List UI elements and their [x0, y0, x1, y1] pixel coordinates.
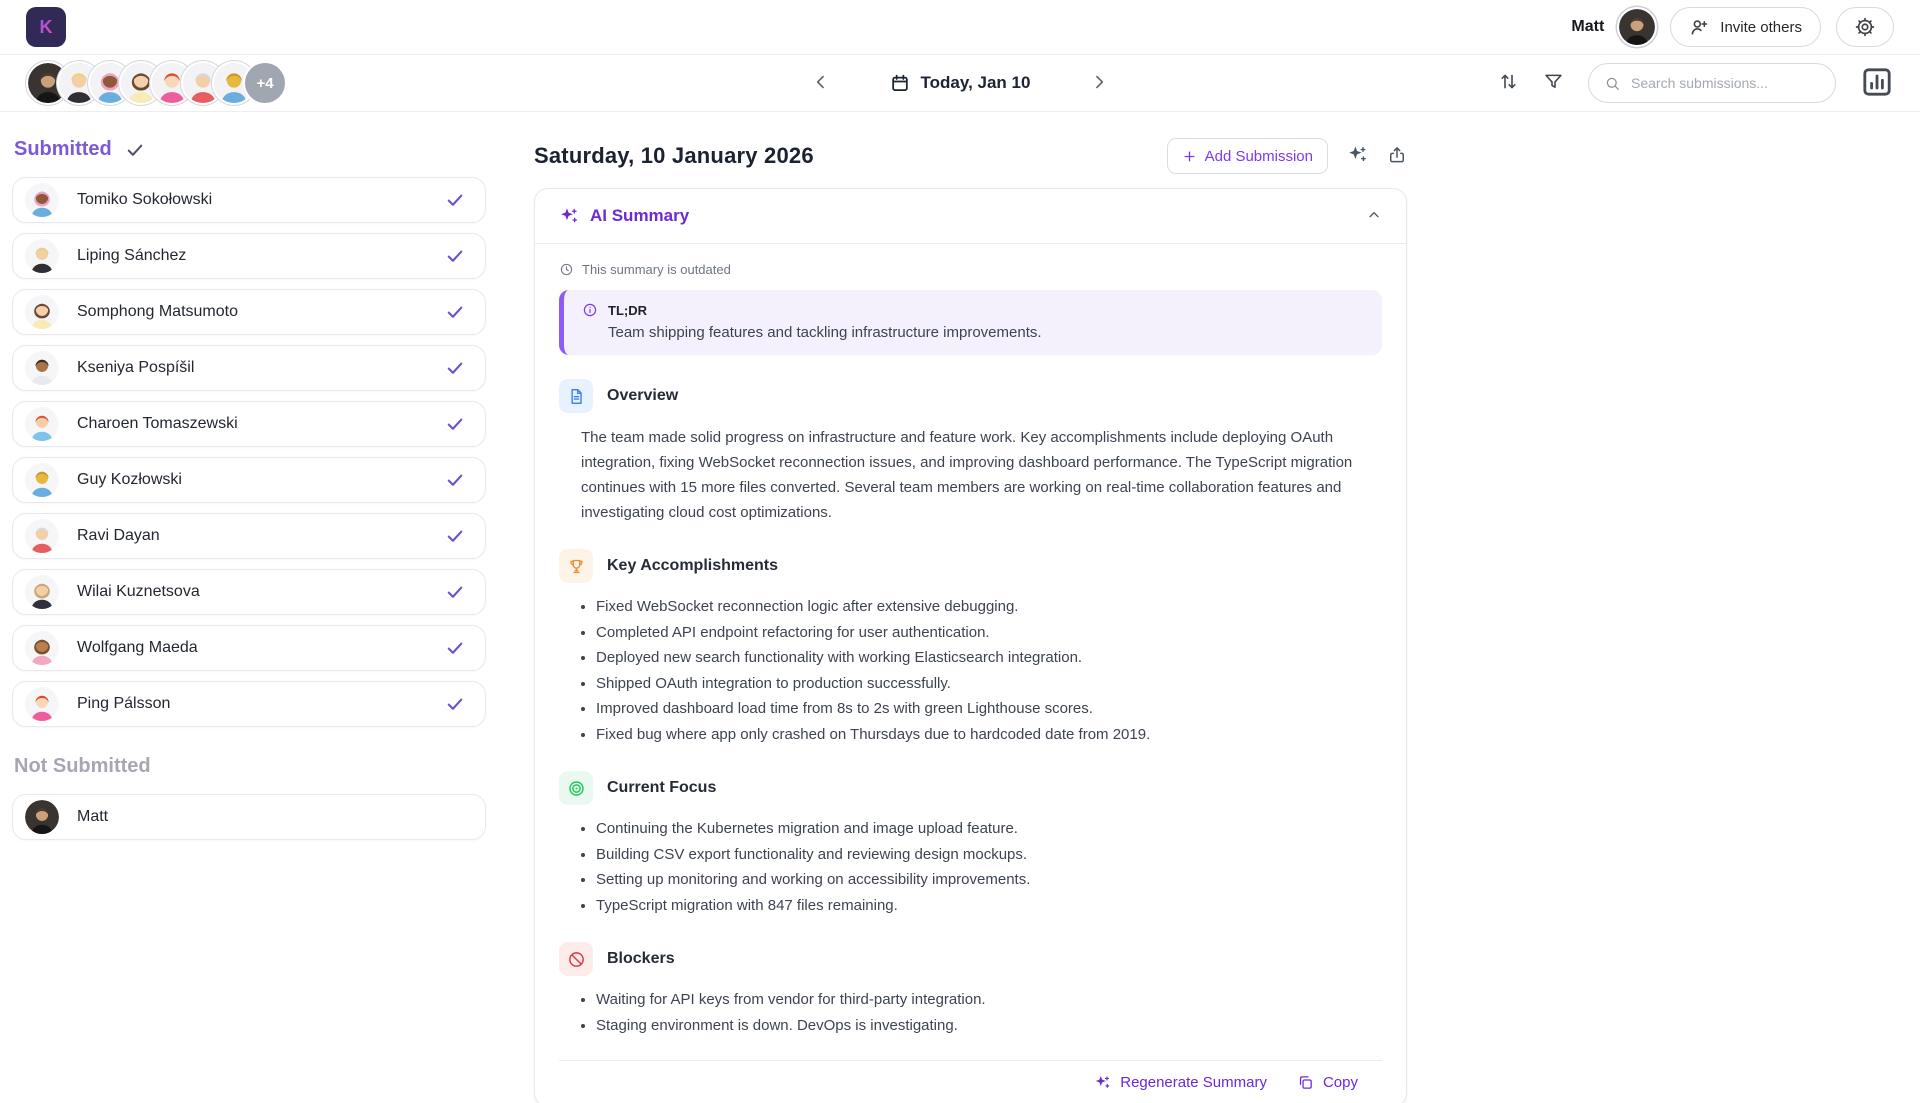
person-name: Wolfgang Maeda	[77, 639, 198, 656]
person-avatar	[25, 800, 59, 834]
date-picker[interactable]	[890, 73, 1031, 93]
check-icon	[125, 140, 145, 160]
previous-day-button[interactable]	[810, 72, 832, 94]
section-title: Key Accomplishments	[607, 557, 779, 574]
person-avatar	[25, 463, 59, 497]
sort-icon	[1498, 71, 1519, 92]
sparkles-icon	[1347, 144, 1368, 165]
person-avatar	[25, 351, 59, 385]
current-user-avatar[interactable]	[1619, 9, 1655, 45]
person-name: Charoen Tomaszewski	[77, 415, 238, 432]
submitted-check-icon	[445, 470, 465, 490]
person-row[interactable]	[12, 177, 486, 223]
share-icon	[1387, 145, 1407, 165]
search-box	[1588, 63, 1836, 103]
invite-others-label: Invite others	[1720, 18, 1802, 36]
submitted-list	[12, 177, 486, 727]
toolbar	[0, 55, 1920, 112]
chevron-up-icon	[1366, 207, 1382, 223]
ai-summary-body	[535, 244, 1406, 1103]
ai-summary-title-row	[559, 206, 689, 226]
bullet-item: • Deployed new search functionality with working Elasticsearch integration.	[596, 645, 1382, 671]
bullet-item: • Fixed bug where app only crashed on Thursdays due to hardcoded date from 2019.	[596, 722, 1382, 748]
not-submitted-header: Not Submitted	[14, 755, 151, 777]
bullet-item: • Building CSV export functionality and reviewing design mockups.	[596, 842, 1382, 868]
sidebar	[0, 112, 500, 840]
team-avatar-stack[interactable]	[26, 61, 287, 105]
copy-summary-button[interactable]	[1297, 1074, 1358, 1091]
stats-button[interactable]	[1860, 65, 1894, 102]
filter-button[interactable]	[1543, 71, 1564, 95]
person-avatar	[25, 407, 59, 441]
person-row[interactable]	[12, 794, 486, 840]
calendar-icon	[890, 73, 910, 93]
ai-sparkles-icon	[559, 206, 579, 226]
submitted-check-icon	[445, 302, 465, 322]
person-avatar	[25, 687, 59, 721]
submitted-check-icon	[445, 358, 465, 378]
person-name: Guy Kozłowski	[77, 471, 182, 488]
page-title: Saturday, 10 January 2026	[534, 143, 814, 168]
summary-sections	[559, 379, 1382, 1038]
person-row[interactable]	[12, 289, 486, 335]
current-user-name: Matt	[1571, 18, 1605, 35]
top-header	[0, 0, 1920, 55]
person-row[interactable]	[12, 401, 486, 447]
add-submission-button[interactable]	[1167, 138, 1328, 174]
person-row[interactable]	[12, 233, 486, 279]
section-bullet-list	[559, 816, 1382, 918]
bullet-item: • Staging environment is down. DevOps is investigating.	[596, 1013, 1382, 1039]
person-plus-icon	[1689, 17, 1710, 38]
add-submission-label: Add Submission	[1204, 147, 1313, 165]
section-title: Current Focus	[607, 779, 717, 796]
person-avatar	[25, 575, 59, 609]
blocked-icon	[567, 950, 586, 969]
ai-summary-footer	[559, 1060, 1382, 1103]
summary-section	[559, 379, 1382, 525]
logo-letter: K	[39, 17, 53, 37]
section-title: Overview	[607, 387, 679, 404]
section-bullet-list	[559, 594, 1382, 747]
sort-button[interactable]	[1498, 71, 1519, 95]
bullet-item: • Continuing the Kubernetes migration and image upload feature.	[596, 816, 1382, 842]
target-icon	[567, 779, 586, 798]
submitted-check-icon	[445, 190, 465, 210]
copy-icon	[1297, 1074, 1314, 1091]
bullet-item: • TypeScript migration with 847 files remaining.	[596, 893, 1382, 919]
bullet-item: • Fixed WebSocket reconnection logic after extensive debugging.	[596, 594, 1382, 620]
summary-section	[559, 549, 1382, 747]
submitted-check-icon	[445, 582, 465, 602]
avatar-overflow-badge[interactable]: +4	[243, 61, 287, 105]
copy-label: Copy	[1322, 1074, 1358, 1091]
document-icon	[567, 387, 586, 406]
bullet-item: • Improved dashboard load time from 8s to 2s with green Lighthouse scores.	[596, 696, 1382, 722]
person-row[interactable]	[12, 681, 486, 727]
person-name: Ping Pálsson	[77, 695, 171, 712]
search-icon	[1604, 75, 1621, 92]
person-name: Tomiko Sokołowski	[77, 191, 213, 208]
next-day-button[interactable]	[1088, 72, 1110, 94]
section-title: Blockers	[607, 950, 675, 967]
app-logo[interactable]	[26, 7, 66, 47]
bullet-item: • Setting up monitoring and working on accessibility improvements.	[596, 867, 1382, 893]
ai-sparkles-button[interactable]	[1347, 144, 1368, 168]
person-name: Matt	[77, 808, 109, 825]
regenerate-sparkles-icon	[1094, 1074, 1111, 1091]
summary-outdated-label: This summary is outdated	[582, 262, 731, 277]
trophy-icon	[567, 557, 586, 576]
filter-icon	[1543, 71, 1564, 92]
bullet-item: • Shipped OAuth integration to production successfully.	[596, 671, 1382, 697]
share-button[interactable]	[1387, 145, 1407, 168]
main-panel	[500, 112, 1407, 1103]
person-row[interactable]	[12, 625, 486, 671]
person-row[interactable]	[12, 457, 486, 503]
search-input[interactable]	[1631, 75, 1820, 91]
section-paragraph: The team made solid progress on infrastructure and feature work. Key accomplishments include deploying OAuth integration, fixing WebSocket reconnection issues, and improving dashboard performance. The TypeScript migration continues with 15 more files converted. Several team members are working on real-time collaboration features and investigating cloud cost optimizations.	[581, 429, 1353, 521]
person-name: Ravi Dayan	[77, 527, 160, 544]
date-picker-label: Today, Jan 10	[920, 73, 1031, 92]
history-clock-icon	[559, 262, 574, 277]
date-navigation	[810, 72, 1110, 94]
person-avatar	[25, 519, 59, 553]
chevron-left-icon	[811, 72, 831, 92]
bar-chart-icon	[1860, 65, 1894, 99]
submitted-header	[14, 138, 486, 161]
settings-button[interactable]	[1836, 7, 1894, 47]
not-submitted-list	[12, 794, 486, 840]
ai-summary-card-header	[535, 189, 1406, 244]
summary-section	[559, 942, 1382, 1038]
submitted-check-icon	[445, 414, 465, 434]
ai-summary-card	[534, 188, 1407, 1103]
submitted-check-icon	[445, 694, 465, 714]
person-name: Liping Sánchez	[77, 247, 187, 264]
section-bullet-list	[559, 987, 1382, 1038]
gear-icon	[1854, 16, 1876, 38]
person-avatar	[25, 183, 59, 217]
person-row[interactable]	[12, 513, 486, 559]
tldr-callout	[559, 290, 1382, 355]
tldr-label: TL;DR	[608, 302, 647, 318]
info-icon	[582, 302, 598, 318]
person-name: Kseniya Pospíšil	[77, 359, 195, 376]
tldr-text: Team shipping features and tackling infrastructure improvements.	[608, 324, 1042, 341]
person-row[interactable]	[12, 345, 486, 391]
bullet-item: • Waiting for API keys from vendor for third-party integration.	[596, 987, 1382, 1013]
person-avatar	[25, 295, 59, 329]
person-avatar	[25, 631, 59, 665]
summary-section	[559, 771, 1382, 918]
regenerate-summary-button[interactable]	[1094, 1074, 1267, 1091]
toolbar-actions	[1498, 63, 1894, 103]
invite-others-button[interactable]	[1670, 7, 1821, 47]
submitted-header-label: Submitted	[14, 138, 112, 160]
plus-icon	[1182, 149, 1197, 164]
person-name: Somphong Matsumoto	[77, 303, 238, 320]
main-header	[534, 138, 1407, 174]
person-row[interactable]	[12, 569, 486, 615]
submitted-check-icon	[445, 526, 465, 546]
submitted-check-icon	[445, 246, 465, 266]
bullet-item: • Completed API endpoint refactoring for user authentication.	[596, 620, 1382, 646]
collapse-summary-button[interactable]	[1366, 207, 1382, 226]
regenerate-summary-label: Regenerate Summary	[1120, 1074, 1267, 1091]
chevron-right-icon	[1089, 72, 1109, 92]
submitted-check-icon	[445, 638, 465, 658]
person-avatar	[25, 239, 59, 273]
summary-outdated-status	[559, 262, 1382, 277]
ai-summary-title: AI Summary	[590, 206, 690, 225]
person-name: Wilai Kuznetsova	[77, 583, 200, 600]
